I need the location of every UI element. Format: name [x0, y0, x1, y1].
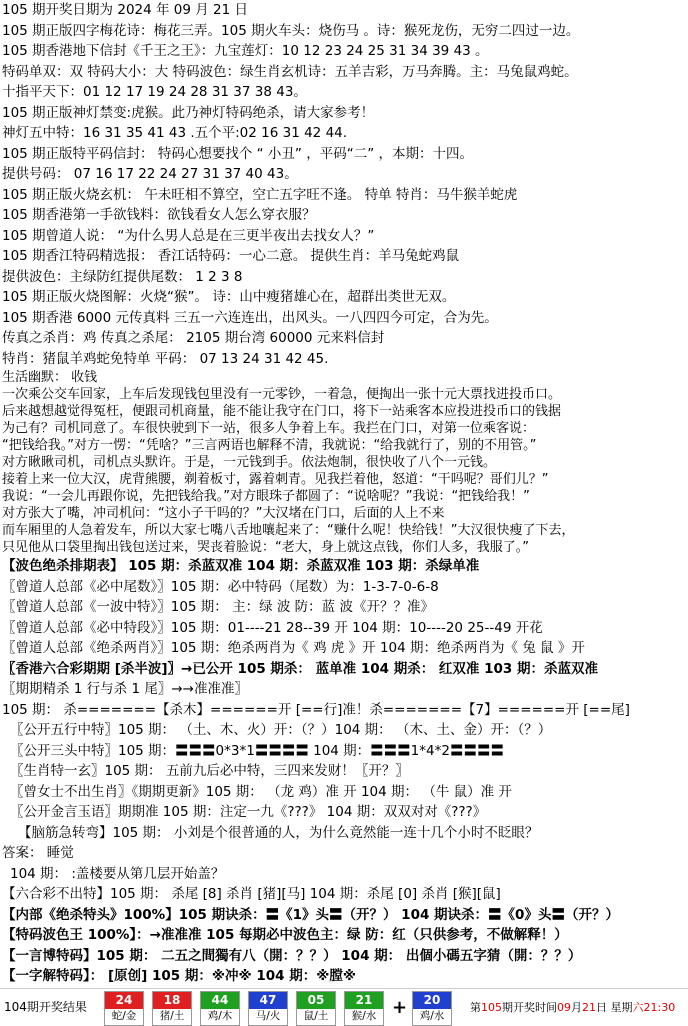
text-line: 105 期正版火烧玄机： 午未旺相不算空，空亡五字旺不逢。 特单 特肖：马牛猴羊蛇虎 [2, 186, 518, 203]
text-line: 提供号码： 07 16 17 22 24 27 31 37 40 43。 [2, 166, 298, 182]
text-line: 【六合彩不出特】105 期： 杀尾 [8] 杀肖 [猪][马] 104 期：杀尾 [0] 杀肖 [猴][鼠] [2, 886, 501, 902]
text-line: 传真之杀肖：鸡 传真之杀尾： 2105 期台湾 60000 元来料信封 [2, 330, 385, 346]
text-line: 【内部《绝杀特头》100%】105 期诀杀：〓《1》头〓（开？） 104 期诀杀：〓《0》头〓（开？） [2, 906, 619, 923]
text-line: 答案： 睡觉 [2, 845, 74, 861]
text-line: 〖公开金言玉语〗期期准 105 期：注定一九《???》 104 期：双双对对《???》 [10, 804, 487, 820]
ball-zodiac: 猪/土 [159, 1010, 185, 1022]
text-line: 105 期香江特码精选报： 香江话特码：一心二意。 提供生肖：羊马兔蛇鸡鼠 [2, 248, 460, 264]
text-line: 〖公开五行中特〗105 期： （土、木、火）开：（？）104 期： （木、土、金）开：（？） [10, 722, 552, 738]
ball-zodiac: 马/火 [255, 1010, 281, 1022]
result-ball [248, 991, 288, 1026]
text-line: 105 期香港地下信封《千王之王》：九宝莲灯：10 12 23 24 25 31 34 39 43 。 [2, 43, 489, 59]
text-line: 〖公开三头中特〗105 期：〓〓〓0*3*1〓〓〓〓 104 期：〓〓〓1*4*2〓〓〓〓 [10, 742, 504, 759]
ball-number: 18 [153, 992, 191, 1009]
result-ball [200, 991, 240, 1026]
text-line: 104 期： :盖楼要从第几层开始盖？ [10, 865, 225, 882]
text-line: 十指平天下：01 12 17 19 24 28 31 37 38 43。 [2, 84, 307, 100]
text-line: 为己有？司机同意了。车很快驶到下一站，很多人争着上车。我拦在门口，对第一位乘客说： [2, 421, 536, 436]
text-line: 〖曾道人总部《必中尾数》〗105 期：必中特码（尾数）为：1-3-7-0-6-8 [2, 578, 439, 595]
text-line: 105 期开奖日期为 2024 年 09 月 21 日 [2, 2, 249, 18]
ball-number: 20 [413, 992, 451, 1009]
ball-number: 24 [105, 992, 143, 1009]
text-line: 我说：“一会儿再跟你说，先把钱给我。”对方眼珠子都圆了：“说啥呢？”我说：“把钱给我！” [2, 489, 530, 504]
text-line: 后来越想越觉得冤枉，便跟司机商量，能不能让我守在门口，将下一站乘客本应投进投币口的钱据 [2, 404, 562, 419]
result-ball [104, 991, 144, 1026]
text-line: 【一言博特码】105 期： 二五之間獨有八（開：？？） 104 期： 出個小碼五字猜（開：？？） [2, 947, 582, 964]
ball-zodiac: 猴/水 [351, 1010, 377, 1022]
draw-result-bar [0, 988, 688, 1026]
text-line: 【脑筋急转弯】105 期： 小刘是个很普通的人，为什么竟然能一连十几个小时不眨眼？ [18, 824, 539, 841]
text-line: 【一字解特码】： [原创] 105 期：※冲※ 104 期：※膛※ [2, 968, 356, 984]
text-line: “把钱给我。”对方一愣：“凭啥？”三言两语也解释不清，我就说：“给我就行了，别的不用管。” [2, 438, 537, 453]
text-line: 105 期正版四字梅花诗：梅花三弄。105 期火车头：烧伤马 。诗：猴死龙伤，无穷二四过一边。 [2, 22, 580, 39]
text-line: 只见他从口袋里掏出钱包送过来，哭丧着脸说：“老大，身上就这点钱，你们人多，我服了。” [2, 540, 529, 555]
ball-number: 05 [297, 992, 335, 1009]
text-line: 对方瞅瞅司机，司机点头默许。于是，一元钱到手。依法炮制，很快收了八个一元钱。 [2, 455, 497, 470]
text-line: 特肖：猪鼠羊鸡蛇免特单 平码： 07 13 24 31 42 45. [2, 350, 329, 367]
ball-number: 44 [201, 992, 239, 1009]
result-ball [152, 991, 192, 1026]
text-line: 105 期正版火烧图解：火烧“猴”。 诗：山中瘦猪雄心在，超群出类世无双。 [2, 289, 456, 305]
result-ball [344, 991, 384, 1026]
text-line: 生活幽默： 收钱 [2, 370, 98, 385]
text-line: 【特码波色王 100%】：→准准准 105 每期必中波色主：绿 防：红（只供参考，不做解释！） [2, 927, 568, 943]
ball-number: 21 [345, 992, 383, 1009]
text-line: 〖生肖特一玄〗105 期： 五前九后必中特，三四来发财！〖开？〗 [10, 763, 409, 779]
next-draw-info: 第105期开奖时间09月21日 星期六21:30 [470, 1001, 676, 1014]
text-line: 105 期曾道人说： “为什么男人总是在三更半夜出去找女人？” [2, 227, 375, 244]
text-line: 105 期香港第一手欲钱料：欲钱看女人怎么穿衣服？ [2, 207, 316, 223]
text-line: 【波色绝杀排期表】 105 期：杀蓝双准 104 期：杀蓝双准 103 期：杀绿单准 [2, 558, 480, 574]
text-line: 而车厢里的人急着发车，所以大家七嘴八舌地嚷起来了：“赚什么呢！快给钱！”大汉很快瘦了下去， [2, 523, 575, 538]
text-line: 接着上来一位大汉，虎背熊腰，剃着板寸，露着刺青。见我拦着他，怒道：“干吗呢？哥们儿？” [2, 472, 549, 487]
text-line: 〖期期精杀 1 行与杀 1 尾〗→→准准准〗 [2, 681, 248, 697]
ball-zodiac: 鼠/土 [303, 1010, 329, 1022]
text-line: 神灯五中特：16 31 35 41 43 .五个平:02 16 31 42 44. [2, 125, 348, 141]
text-line: 〖曾女士不出生肖〗《期期更新》105 期： （龙 鸡）准 开 104 期： （牛 鼠）准 开 [10, 783, 512, 800]
draw-result-label: 104期开奖结果 [4, 1000, 87, 1014]
text-line: 105 期正版神灯禁变:虎猴。此乃神灯特码绝杀，请大家参考！ [2, 104, 375, 121]
text-line: 〖香港六合彩期期 [杀半波]〗→已公开 105 期杀： 蓝单准 104 期杀： 红双准 103 期：杀蓝双准 [2, 660, 598, 677]
ball-number: 47 [249, 992, 287, 1009]
ball-zodiac: 鸡/水 [419, 1010, 445, 1022]
text-line: 提供波色：主绿防红提供尾数： 1 2 3 8 [2, 268, 243, 285]
result-ball [296, 991, 336, 1026]
text-line: 105 期香港 6000 元传真料 三五一六连连出，出风头。一八四四今可定，合为先。 [2, 309, 498, 326]
text-line: 105 期正版特平码信封： 特码心想要找个 “ 小丑” ，平码“二” ，本期：十四。 [2, 145, 473, 162]
text-line: 一次乘公交车回家，上车后发现钱包里没有一元零钞，一着急，便掏出一张十元大票找进投币口。 [2, 387, 562, 402]
text-line: 对方张大了嘴，冲司机问：“这小子干吗的？”大汉堵在门口，后面的人上不来 [2, 506, 445, 521]
special-ball [412, 991, 452, 1026]
plus-sign: + [392, 997, 408, 1018]
ball-zodiac: 蛇/金 [111, 1010, 137, 1022]
text-line: 特码单双：双 特码大小：大 特码波色：绿生肖玄机诗：五羊吉彩，万马奔腾。主：马兔鼠鸡蛇。 [2, 63, 578, 80]
text-line: 〖曾道人总部《必中特段》〗105 期：01----21 28--39 开 104 期：10----20 25--49 开花 [2, 619, 543, 636]
text-line: 〖曾道人总部《一波中特》〗105 期： 主：绿 波 防：蓝 波《开？？准》 [2, 599, 434, 615]
text-line: 105 期： 杀=======【杀木】======开 [==行]准！杀=======【7】======开 [==尾] [2, 701, 630, 718]
ball-zodiac: 鸡/木 [207, 1010, 233, 1022]
text-line: 〖曾道人总部《绝杀两肖》〗105 期：绝杀两肖为《 鸡 虎 》开 104 期：绝杀两肖为《 兔 鼠 》开 [2, 640, 585, 656]
